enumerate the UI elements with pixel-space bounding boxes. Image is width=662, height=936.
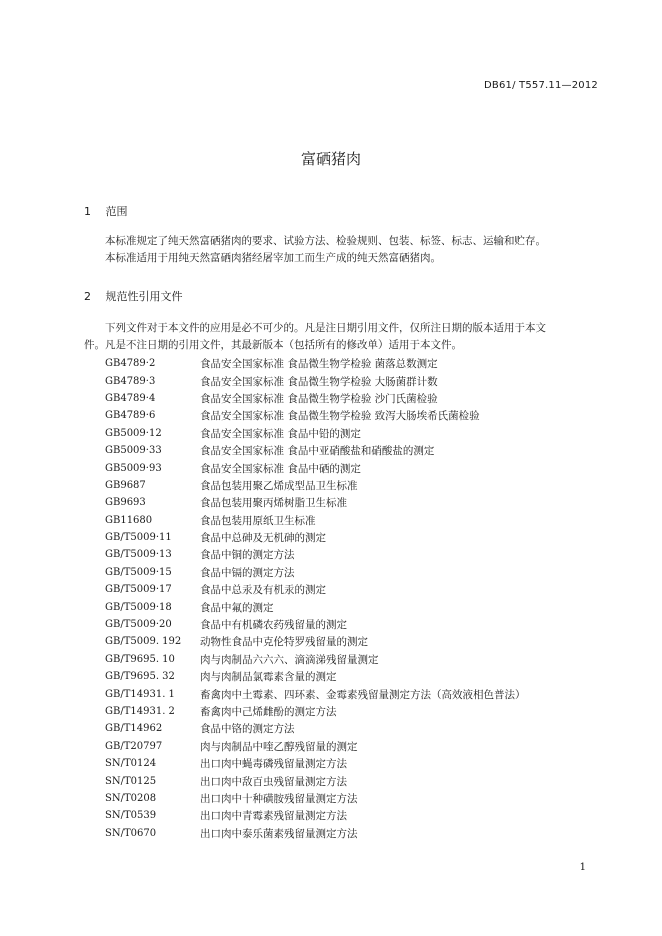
reference-item	[105, 407, 526, 424]
reference-title: 畜禽肉中土霉素、四环素、金霉素残留量测定方法（高效液相色普法）	[200, 688, 526, 701]
reference-item	[105, 494, 526, 511]
reference-title: 食品安全国家标准 食品中铅的测定	[200, 427, 361, 440]
section-2-number: 2	[84, 290, 91, 303]
section-2-title: 规范性引用文件	[105, 290, 183, 303]
reference-code: GB/T14931. 1	[105, 688, 175, 700]
reference-title: 出口肉中十种磺胺残留量测定方法	[200, 792, 358, 805]
reference-title: 食品中总砷及无机砷的测定	[200, 532, 326, 545]
reference-code: GB5009·12	[105, 427, 162, 439]
reference-item	[105, 546, 526, 563]
reference-title: 食品中镉的测定方法	[200, 566, 295, 579]
references-intro-line-2: 件。凡是不注日期的引用文件，其最新版本（包括所有的修改单）适用于本文件。	[84, 339, 462, 351]
reference-item	[105, 772, 526, 789]
reference-title: 畜禽肉中己烯雌酚的测定方法	[200, 706, 337, 718]
reference-item	[105, 807, 526, 824]
reference-code: GB/T14931. 2	[105, 706, 175, 717]
reference-item	[105, 825, 526, 842]
reference-title: 食品安全国家标准 食品微生物学检验 菌落总数测定	[200, 358, 438, 371]
reference-code: GB4789·3	[105, 375, 156, 387]
reference-item	[105, 372, 526, 389]
section-1-number: 1	[84, 205, 91, 218]
reference-code: GB5009·33	[105, 445, 162, 457]
reference-item	[105, 529, 526, 546]
reference-item	[105, 738, 526, 755]
reference-item	[105, 685, 526, 702]
reference-code: GB/T14962	[105, 723, 163, 735]
reference-title: 食品中有机磷农药残留量的测定	[200, 619, 347, 632]
reference-code: GB/T5009·17	[105, 584, 172, 596]
reference-title: 食品中总汞及有机汞的测定	[200, 584, 326, 597]
reference-code: SN/T0125	[105, 775, 157, 787]
reference-item	[105, 755, 526, 772]
reference-title: 食品包装用聚丙烯树脂卫生标准	[200, 497, 347, 510]
section-2-heading	[84, 288, 183, 304]
reference-item	[105, 390, 526, 407]
reference-code: GB11680	[105, 514, 153, 526]
reference-code: SN/T0539	[105, 810, 157, 822]
reference-code: GB/T9695. 10	[105, 653, 175, 665]
reference-code: GB/T5009·11	[105, 532, 172, 544]
reference-title: 食品安全国家标准 食品微生物学检验 沙门氏菌检验	[200, 392, 438, 405]
reference-code: GB5009·93	[105, 462, 162, 474]
reference-item	[105, 442, 526, 459]
section-1-title: 范围	[105, 205, 128, 218]
reference-code: GB/T5009·20	[105, 619, 172, 631]
section-1-heading	[84, 203, 128, 219]
reference-title: 出口肉中青霉素残留量测定方法	[200, 810, 347, 823]
document-title: 富硒猪肉	[300, 150, 361, 168]
reference-code: GB/T9695. 32	[105, 671, 175, 683]
reference-title: 食品安全国家标准 食品中硒的测定	[200, 462, 361, 475]
document-code: DB61/ T557.11—2012	[484, 80, 598, 91]
reference-code: SN/T0670	[105, 827, 157, 839]
reference-code: GB9693	[105, 497, 146, 509]
reference-item	[105, 459, 526, 476]
reference-title: 食品中氟的测定	[200, 601, 274, 614]
reference-code: GB/T20797	[105, 740, 163, 752]
reference-item	[105, 355, 526, 372]
reference-title: 出口肉中泰乐菌素残留量测定方法	[200, 827, 358, 840]
reference-item	[105, 703, 526, 720]
reference-item	[105, 790, 526, 807]
reference-item	[105, 564, 526, 581]
scope-paragraph-1: 本标准规定了纯天然富硒猪肉的要求、试验方法、检验规则、包装、标签、标志、运输和贮存。	[105, 235, 546, 247]
reference-code: SN/T0124	[105, 758, 157, 770]
reference-title: 肉与肉制品中喹乙醇残留量的测定	[200, 740, 358, 753]
reference-title: 出口肉中蝇毒磷残留量测定方法	[200, 758, 347, 771]
reference-code: GB4789·6	[105, 410, 156, 422]
reference-item	[105, 651, 526, 668]
reference-title: 食品包装用原纸卫生标准	[200, 514, 316, 527]
references-intro-line-1: 下列文件对于本文件的应用是必不可少的。凡是注日期引用文件，仅所注日期的版本适用于本文	[105, 322, 546, 334]
reference-item	[105, 477, 526, 494]
reference-item	[105, 720, 526, 737]
reference-title: 食品中铬的测定方法	[200, 723, 295, 736]
reference-code: SN/T0208	[105, 792, 157, 804]
reference-title: 肉与肉制品氯霉素含量的测定	[200, 671, 337, 684]
reference-title: 食品安全国家标准 食品微生物学检验 致泻大肠埃希氏菌检验	[200, 410, 480, 423]
reference-code: GB/T5009·18	[105, 601, 172, 613]
reference-title: 动物性食品中克伦特罗残留量的测定	[200, 636, 368, 649]
page-number: 1	[579, 862, 586, 873]
reference-title: 食品包装用聚乙烯成型品卫生标准	[200, 479, 358, 492]
reference-code: GB9687	[105, 479, 146, 491]
reference-title: 肉与肉制品六六六、滴滴涕残留量测定	[200, 653, 379, 666]
reference-item	[105, 425, 526, 442]
reference-item	[105, 598, 526, 615]
scope-paragraph-2: 本标准适用于用纯天然富硒肉猪经屠宰加工而生产成的纯天然富硒猪肉。	[105, 252, 441, 264]
reference-item	[105, 668, 526, 685]
reference-item	[105, 581, 526, 598]
reference-title: 食品安全国家标准 食品中亚硝酸盐和硝酸盐的测定	[200, 445, 435, 458]
reference-title: 食品安全国家标准 食品微生物学检验 大肠菌群计数	[200, 375, 438, 388]
reference-title: 食品中铜的测定方法	[200, 549, 295, 562]
reference-code: GB4789·2	[105, 358, 156, 370]
reference-list	[105, 355, 526, 842]
reference-title: 出口肉中敌百虫残留量测定方法	[200, 775, 347, 788]
reference-code: GB4789·4	[105, 392, 156, 404]
reference-item	[105, 512, 526, 529]
reference-item	[105, 633, 526, 650]
reference-item	[105, 616, 526, 633]
reference-code: GB/T5009·15	[105, 566, 172, 578]
reference-code: GB/T5009·13	[105, 549, 172, 561]
reference-code: GB/T5009. 192	[105, 636, 182, 648]
